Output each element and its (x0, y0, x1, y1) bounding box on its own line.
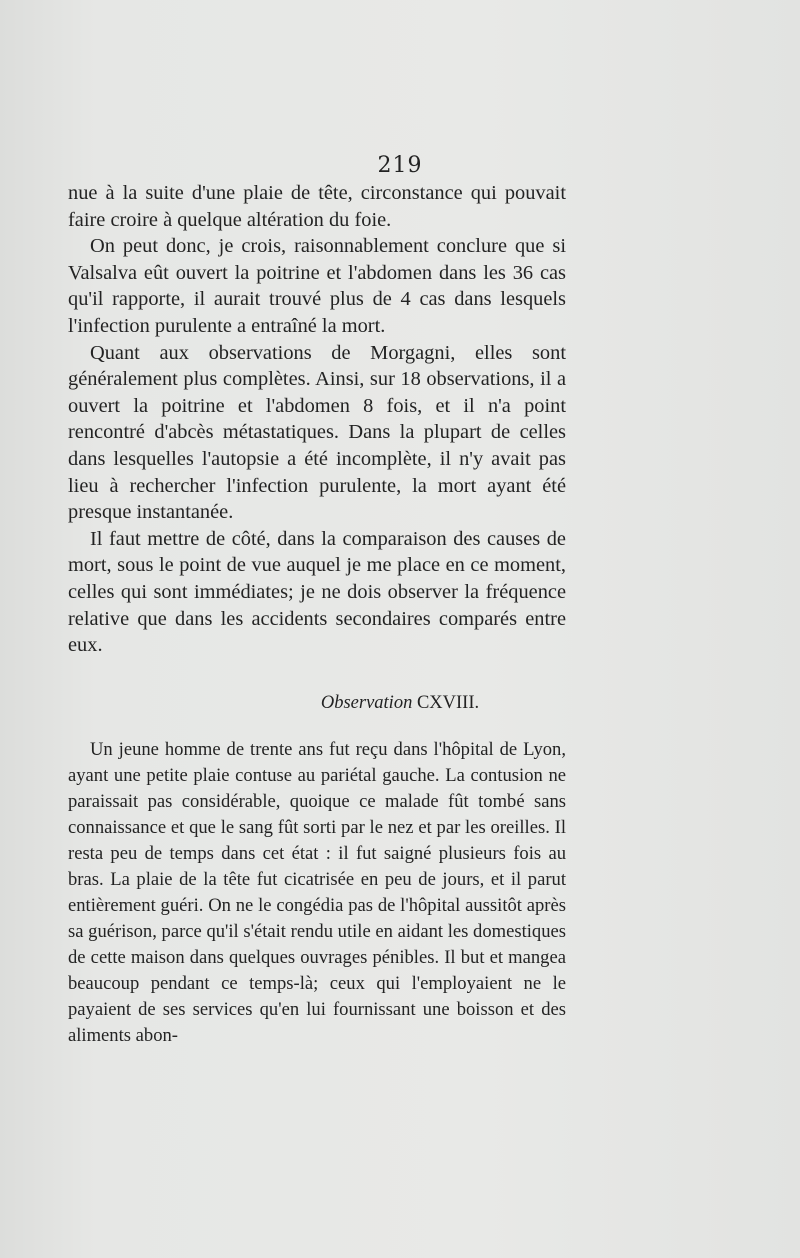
observation-heading (0, 693, 800, 714)
paragraph: Quant aux observations de Morgagni, elles sont généralement plus complètes. Ainsi, sur 18 observations, il a ouvert la poitrine et l'abdomen 8 fois, et il n'a point rencontré d'abcès métastatiques. Dans la plupart de celles dans lesquelles l'autopsie a été incomplète, il n'y avait pas lieu à rechercher l'infection purulente, la mort ayant été presque instantanée. (68, 341, 566, 524)
observation-text-block (68, 737, 566, 1049)
observation-label: Observation (320, 693, 413, 713)
page-number: 219 (377, 153, 423, 178)
body-text (68, 180, 566, 659)
paragraph: Il faut mettre de côté, dans la comparaison des causes de mort, sous le point de vue auquel je me place en ce moment, celles qui sont immédiates; je ne dois observer la fréquence relative que dans les accidents secondaires comparés entre eux. (68, 527, 566, 657)
observation-paragraph: Un jeune homme de trente ans fut reçu dans l'hôpital de Lyon, ayant une petite plaie contuse au pariétal gauche. La contusion ne paraissait pas considérable, quoique ce malade fût tombé sans connaissance et que le sang fût sorti par le nez et par les oreilles. Il resta peu de temps dans cet état : il fut saigné plusieurs fois au bras. La plaie de la tête fut cicatrisée en peu de jours, et il parut entièrement guéri. On ne le congédia pas de l'hôpital aussitôt après sa guérison, parce qu'il s'était rendu utile en aidant les domestiques de cette maison dans quelques ouvrages pénibles. Il but et mangea beaucoup pendant ce temps-là; ceux qui l'employaient ne le payaient de ses services qu'en lui fournissant une boisson et des aliments abon- (68, 739, 566, 1046)
observation-number: CXVIII. (416, 693, 480, 713)
paragraph-continuation: nue à la suite d'une plaie de tête, circonstance qui pouvait faire croire à quelque altération du foie. (68, 182, 566, 231)
paragraph: On peut donc, je crois, raisonnablement conclure que si Valsalva eût ouvert la poitrine et l'abdomen dans les 36 cas qu'il rapporte, il aurait trouvé plus de 4 cas dans lesquels l'infection purulente a entraîné la mort. (68, 235, 566, 337)
